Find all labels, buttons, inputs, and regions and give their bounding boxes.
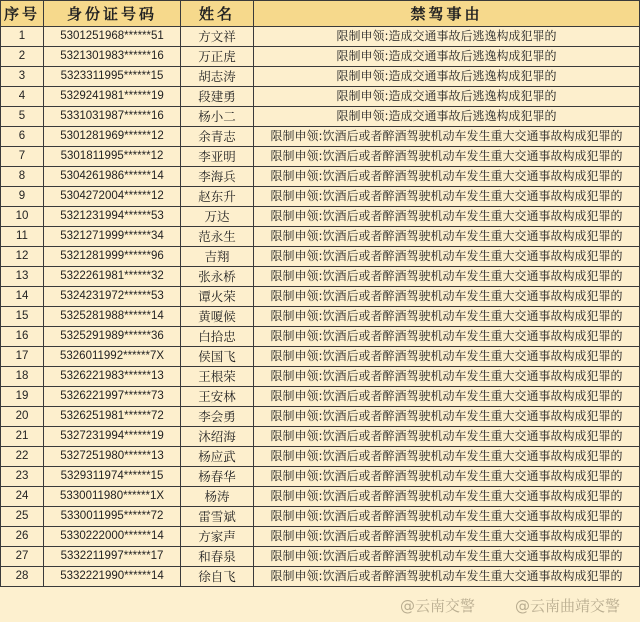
table-row <box>1 147 640 167</box>
header-index: 序号 <box>1 1 44 27</box>
table-row <box>1 527 640 547</box>
cell-index: 1 <box>1 27 44 47</box>
cell-index: 8 <box>1 167 44 187</box>
cell-reason: 限制申领:饮酒后或者醉酒驾驶机动车发生重大交通事故构成犯罪的 <box>254 547 640 567</box>
cell-name: 方家声 <box>181 527 254 547</box>
cell-name: 李海兵 <box>181 167 254 187</box>
cell-id-number: 5321281999******96 <box>44 247 181 267</box>
watermark-strip <box>0 588 640 622</box>
cell-name: 范永生 <box>181 227 254 247</box>
cell-index: 14 <box>1 287 44 307</box>
cell-index: 15 <box>1 307 44 327</box>
table-row <box>1 427 640 447</box>
cell-index: 23 <box>1 467 44 487</box>
cell-index: 27 <box>1 547 44 567</box>
cell-reason: 限制申领:饮酒后或者醉酒驾驶机动车发生重大交通事故构成犯罪的 <box>254 167 640 187</box>
header-reason: 禁驾事由 <box>254 1 640 27</box>
table-row <box>1 67 640 87</box>
cell-index: 4 <box>1 87 44 107</box>
cell-id-number: 5329311974******15 <box>44 467 181 487</box>
cell-name: 王安林 <box>181 387 254 407</box>
cell-id-number: 5301281969******12 <box>44 127 181 147</box>
cell-name: 谭火荣 <box>181 287 254 307</box>
cell-id-number: 5330222000******14 <box>44 527 181 547</box>
cell-reason: 限制申领:饮酒后或者醉酒驾驶机动车发生重大交通事故构成犯罪的 <box>254 467 640 487</box>
cell-id-number: 5324231972******53 <box>44 287 181 307</box>
table-row <box>1 167 640 187</box>
cell-id-number: 5326251981******72 <box>44 407 181 427</box>
cell-index: 12 <box>1 247 44 267</box>
cell-reason: 限制申领:饮酒后或者醉酒驾驶机动车发生重大交通事故构成犯罪的 <box>254 227 640 247</box>
watermark: @云南交警 <box>399 596 475 615</box>
table-row <box>1 127 640 147</box>
cell-index: 26 <box>1 527 44 547</box>
cell-reason: 限制申领:饮酒后或者醉酒驾驶机动车发生重大交通事故构成犯罪的 <box>254 387 640 407</box>
header-name: 姓名 <box>181 1 254 27</box>
cell-id-number: 5323311995******15 <box>44 67 181 87</box>
cell-reason: 限制申领:饮酒后或者醉酒驾驶机动车发生重大交通事故构成犯罪的 <box>254 447 640 467</box>
cell-reason: 限制申领:饮酒后或者醉酒驾驶机动车发生重大交通事故构成犯罪的 <box>254 487 640 507</box>
cell-id-number: 5332221990******14 <box>44 567 181 587</box>
cell-name: 侯国飞 <box>181 347 254 367</box>
cell-index: 6 <box>1 127 44 147</box>
cell-index: 28 <box>1 567 44 587</box>
table-row <box>1 307 640 327</box>
cell-id-number: 5326011992******7X <box>44 347 181 367</box>
cell-reason: 限制申领:饮酒后或者醉酒驾驶机动车发生重大交通事故构成犯罪的 <box>254 347 640 367</box>
cell-reason: 限制申领:造成交通事故后逃逸构成犯罪的 <box>254 47 640 67</box>
cell-index: 10 <box>1 207 44 227</box>
table-row <box>1 47 640 67</box>
cell-name: 杨应武 <box>181 447 254 467</box>
cell-id-number: 5331031987******16 <box>44 107 181 127</box>
table-row <box>1 347 640 367</box>
cell-id-number: 5321301983******16 <box>44 47 181 67</box>
cell-reason: 限制申领:饮酒后或者醉酒驾驶机动车发生重大交通事故构成犯罪的 <box>254 567 640 587</box>
table-row <box>1 367 640 387</box>
cell-name: 方文祥 <box>181 27 254 47</box>
cell-id-number: 5304261986******14 <box>44 167 181 187</box>
cell-index: 9 <box>1 187 44 207</box>
cell-index: 5 <box>1 107 44 127</box>
cell-id-number: 5322261981******32 <box>44 267 181 287</box>
table-row <box>1 547 640 567</box>
cell-id-number: 5332211997******17 <box>44 547 181 567</box>
cell-index: 16 <box>1 327 44 347</box>
cell-name: 余青志 <box>181 127 254 147</box>
cell-reason: 限制申领:饮酒后或者醉酒驾驶机动车发生重大交通事故构成犯罪的 <box>254 527 640 547</box>
cell-id-number: 5330011980******1X <box>44 487 181 507</box>
cell-index: 2 <box>1 47 44 67</box>
cell-index: 18 <box>1 367 44 387</box>
table-row <box>1 567 640 587</box>
cell-name: 雷雪斌 <box>181 507 254 527</box>
table-row <box>1 107 640 127</box>
cell-name: 李会勇 <box>181 407 254 427</box>
cell-reason: 限制申领:造成交通事故后逃逸构成犯罪的 <box>254 67 640 87</box>
table-row <box>1 207 640 227</box>
cell-reason: 限制申领:饮酒后或者醉酒驾驶机动车发生重大交通事故构成犯罪的 <box>254 187 640 207</box>
table-row <box>1 467 640 487</box>
cell-reason: 限制申领:饮酒后或者醉酒驾驶机动车发生重大交通事故构成犯罪的 <box>254 427 640 447</box>
cell-reason: 限制申领:饮酒后或者醉酒驾驶机动车发生重大交通事故构成犯罪的 <box>254 327 640 347</box>
table-row <box>1 287 640 307</box>
cell-id-number: 5301251968******51 <box>44 27 181 47</box>
cell-id-number: 5325291989******36 <box>44 327 181 347</box>
cell-reason: 限制申领:饮酒后或者醉酒驾驶机动车发生重大交通事故构成犯罪的 <box>254 307 640 327</box>
cell-id-number: 5321271999******34 <box>44 227 181 247</box>
cell-id-number: 5321231994******53 <box>44 207 181 227</box>
cell-name: 张永桥 <box>181 267 254 287</box>
cell-id-number: 5301811995******12 <box>44 147 181 167</box>
cell-reason: 限制申领:饮酒后或者醉酒驾驶机动车发生重大交通事故构成犯罪的 <box>254 247 640 267</box>
table-row <box>1 327 640 347</box>
cell-id-number: 5327231994******19 <box>44 427 181 447</box>
cell-reason: 限制申领:造成交通事故后逃逸构成犯罪的 <box>254 107 640 127</box>
cell-index: 22 <box>1 447 44 467</box>
table-row <box>1 267 640 287</box>
cell-reason: 限制申领:饮酒后或者醉酒驾驶机动车发生重大交通事故构成犯罪的 <box>254 127 640 147</box>
cell-id-number: 5325281988******14 <box>44 307 181 327</box>
cell-index: 25 <box>1 507 44 527</box>
cell-name: 万达 <box>181 207 254 227</box>
cell-index: 11 <box>1 227 44 247</box>
cell-id-number: 5304272004******12 <box>44 187 181 207</box>
cell-reason: 限制申领:造成交通事故后逃逸构成犯罪的 <box>254 27 640 47</box>
table-row <box>1 387 640 407</box>
cell-name: 李亚明 <box>181 147 254 167</box>
cell-id-number: 5326221983******13 <box>44 367 181 387</box>
cell-id-number: 5330011995******72 <box>44 507 181 527</box>
cell-reason: 限制申领:饮酒后或者醉酒驾驶机动车发生重大交通事故构成犯罪的 <box>254 147 640 167</box>
cell-name: 杨小二 <box>181 107 254 127</box>
cell-reason: 限制申领:造成交通事故后逃逸构成犯罪的 <box>254 87 640 107</box>
table-row <box>1 87 640 107</box>
cell-index: 17 <box>1 347 44 367</box>
header-row <box>1 1 640 27</box>
cell-name: 杨春华 <box>181 467 254 487</box>
table-row <box>1 187 640 207</box>
cell-name: 胡志涛 <box>181 67 254 87</box>
table-row <box>1 227 640 247</box>
cell-reason: 限制申领:饮酒后或者醉酒驾驶机动车发生重大交通事故构成犯罪的 <box>254 507 640 527</box>
cell-index: 7 <box>1 147 44 167</box>
cell-index: 24 <box>1 487 44 507</box>
cell-reason: 限制申领:饮酒后或者醉酒驾驶机动车发生重大交通事故构成犯罪的 <box>254 287 640 307</box>
cell-reason: 限制申领:饮酒后或者醉酒驾驶机动车发生重大交通事故构成犯罪的 <box>254 267 640 287</box>
cell-name: 万正虎 <box>181 47 254 67</box>
watermark: @云南曲靖交警 <box>514 596 620 615</box>
cell-name: 赵东升 <box>181 187 254 207</box>
table-row <box>1 447 640 467</box>
cell-id-number: 5327251980******13 <box>44 447 181 467</box>
table-row <box>1 407 640 427</box>
cell-index: 3 <box>1 67 44 87</box>
cell-name: 黄嗄候 <box>181 307 254 327</box>
cell-reason: 限制申领:饮酒后或者醉酒驾驶机动车发生重大交通事故构成犯罪的 <box>254 407 640 427</box>
cell-name: 沐绍海 <box>181 427 254 447</box>
header-id-number: 身份证号码 <box>44 1 181 27</box>
cell-reason: 限制申领:饮酒后或者醉酒驾驶机动车发生重大交通事故构成犯罪的 <box>254 207 640 227</box>
cell-name: 段建勇 <box>181 87 254 107</box>
cell-reason: 限制申领:饮酒后或者醉酒驾驶机动车发生重大交通事故构成犯罪的 <box>254 367 640 387</box>
cell-name: 和春泉 <box>181 547 254 567</box>
cell-name: 徐自飞 <box>181 567 254 587</box>
cell-id-number: 5326221997******73 <box>44 387 181 407</box>
cell-name: 吉翔 <box>181 247 254 267</box>
cell-index: 19 <box>1 387 44 407</box>
cell-index: 21 <box>1 427 44 447</box>
cell-name: 王根荣 <box>181 367 254 387</box>
table-row <box>1 487 640 507</box>
cell-id-number: 5329241981******19 <box>44 87 181 107</box>
table-row <box>1 27 640 47</box>
table-row <box>1 507 640 527</box>
cell-name: 杨涛 <box>181 487 254 507</box>
cell-index: 13 <box>1 267 44 287</box>
cell-name: 白拾忠 <box>181 327 254 347</box>
cell-index: 20 <box>1 407 44 427</box>
table-row <box>1 247 640 267</box>
